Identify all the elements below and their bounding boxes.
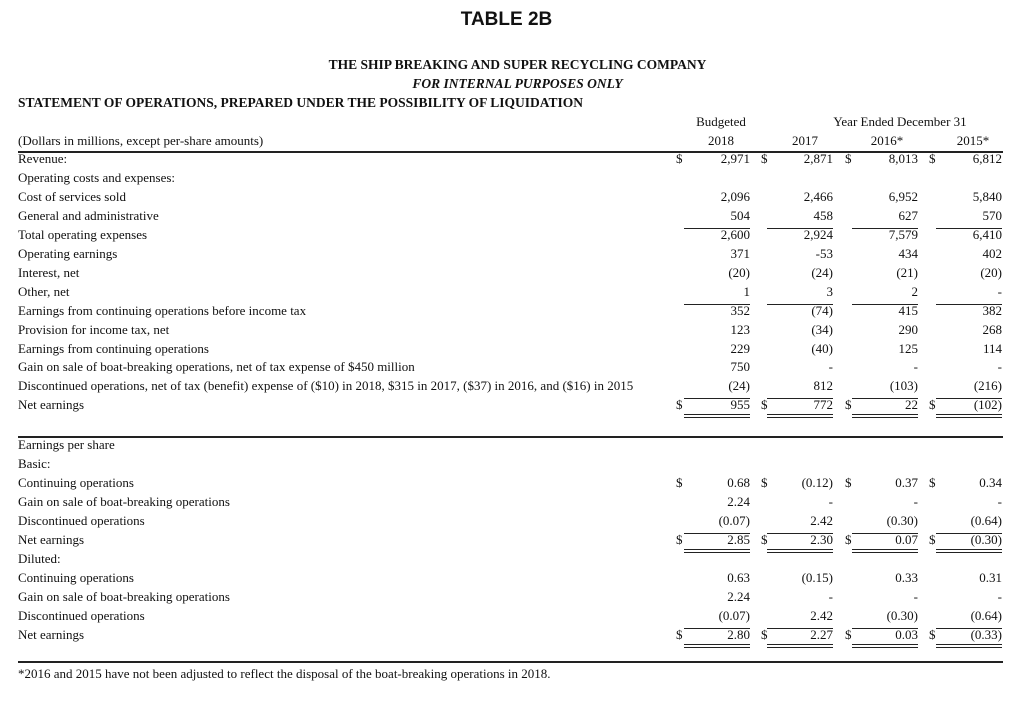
row-label: Net earnings bbox=[18, 531, 85, 547]
row-value: 2.85 bbox=[727, 531, 750, 547]
dollar-sign: $ bbox=[845, 626, 852, 642]
row-value: 812 bbox=[813, 378, 833, 394]
column-header-2017: 2017 bbox=[792, 133, 818, 148]
dollar-sign: $ bbox=[676, 626, 683, 642]
row-value: (74) bbox=[811, 302, 833, 318]
subtotal-rule bbox=[684, 304, 750, 305]
total-double-rule bbox=[936, 414, 1002, 418]
row-value: 504 bbox=[730, 207, 750, 223]
dollar-sign: $ bbox=[929, 531, 936, 547]
row-value: 2,600 bbox=[720, 226, 750, 242]
row-value: (0.33) bbox=[970, 626, 1002, 642]
row-value: (216) bbox=[973, 378, 1002, 394]
subtotal-rule bbox=[684, 398, 750, 399]
row-label: General and administrative bbox=[18, 207, 159, 223]
subtotal-rule bbox=[767, 628, 833, 629]
row-label: Gain on sale of boat-breaking operations bbox=[18, 588, 230, 604]
subtotal-rule bbox=[852, 628, 918, 629]
row-value: - bbox=[997, 359, 1002, 375]
row-value: (24) bbox=[811, 264, 833, 280]
subtotal-rule bbox=[684, 228, 750, 229]
row-value: (24) bbox=[728, 378, 750, 394]
row-label: Continuing operations bbox=[18, 569, 134, 585]
dollar-sign: $ bbox=[676, 151, 683, 166]
row-value: - bbox=[997, 493, 1002, 509]
dollar-sign: $ bbox=[676, 397, 683, 413]
column-header-2016: 2016* bbox=[870, 133, 904, 148]
row-value: 371 bbox=[730, 245, 750, 261]
total-double-rule bbox=[767, 644, 833, 648]
row-value: (20) bbox=[980, 264, 1002, 280]
row-value: 0.31 bbox=[979, 569, 1002, 585]
subtotal-rule bbox=[767, 228, 833, 229]
dollar-sign: $ bbox=[761, 626, 768, 642]
row-value: 2.24 bbox=[727, 588, 750, 604]
total-double-rule bbox=[852, 549, 918, 553]
units-note: (Dollars in millions, except per-share amounts) bbox=[18, 133, 264, 148]
total-double-rule bbox=[767, 414, 833, 418]
row-value: 2.30 bbox=[810, 531, 833, 547]
row-value: 3 bbox=[826, 283, 833, 299]
footnote-rule bbox=[18, 661, 1003, 663]
row-value: 627 bbox=[898, 207, 918, 223]
row-value: - bbox=[997, 588, 1002, 604]
dollar-sign: $ bbox=[676, 474, 683, 490]
dollar-sign: $ bbox=[761, 151, 768, 166]
row-value: 2.27 bbox=[810, 626, 833, 642]
dollar-sign: $ bbox=[929, 151, 936, 166]
row-label: Cost of services sold bbox=[18, 188, 126, 204]
row-label: Provision for income tax, net bbox=[18, 321, 170, 337]
dollar-sign: $ bbox=[929, 626, 936, 642]
total-double-rule bbox=[684, 414, 750, 418]
subtotal-rule bbox=[684, 533, 750, 534]
row-value: 114 bbox=[982, 340, 1002, 356]
row-value: 8,013 bbox=[888, 151, 918, 166]
row-label: Earnings per share bbox=[18, 437, 115, 452]
subtotal-rule bbox=[852, 533, 918, 534]
column-header-2015: 2015* bbox=[956, 133, 990, 148]
year-ended-header: Year Ended December 31 bbox=[833, 114, 967, 129]
footnote: *2016 and 2015 have not been adjusted to reflect the disposal of the boat-breaking operations in 2018. bbox=[18, 666, 551, 681]
row-value: 570 bbox=[982, 207, 1002, 223]
row-value: 290 bbox=[898, 321, 918, 337]
row-value: 352 bbox=[730, 302, 750, 318]
row-value: 2,924 bbox=[803, 226, 833, 242]
row-value: 5,840 bbox=[972, 188, 1002, 204]
row-value: - bbox=[828, 359, 833, 375]
row-value: 6,812 bbox=[972, 151, 1002, 166]
dollar-sign: $ bbox=[929, 474, 936, 490]
row-value: - bbox=[913, 588, 918, 604]
row-value: 2,466 bbox=[803, 188, 833, 204]
row-value: 7,579 bbox=[888, 226, 918, 242]
row-label: Other, net bbox=[18, 283, 70, 299]
internal-note: FOR INTERNAL PURPOSES ONLY bbox=[412, 76, 623, 91]
row-label: Total operating expenses bbox=[18, 226, 148, 242]
row-value: 2.42 bbox=[810, 607, 833, 623]
total-double-rule bbox=[852, 644, 918, 648]
row-value: (20) bbox=[728, 264, 750, 280]
row-label: Interest, net bbox=[18, 264, 80, 280]
subtotal-rule bbox=[936, 398, 1002, 399]
eps-section-rule bbox=[18, 436, 1003, 438]
dollar-sign: $ bbox=[761, 531, 768, 547]
row-label: Revenue: bbox=[18, 151, 68, 166]
subtotal-rule bbox=[936, 228, 1002, 229]
row-value: (0.30) bbox=[886, 512, 918, 528]
row-label: Gain on sale of boat-breaking operations bbox=[18, 493, 230, 509]
row-value: 2 bbox=[911, 283, 918, 299]
row-value: (0.30) bbox=[970, 531, 1002, 547]
row-label: Operating costs and expenses: bbox=[18, 169, 176, 185]
row-value: (0.15) bbox=[801, 569, 833, 585]
row-value: (0.30) bbox=[886, 607, 918, 623]
row-value: (21) bbox=[896, 264, 918, 280]
row-label: Net earnings bbox=[18, 626, 85, 642]
dollar-sign: $ bbox=[761, 397, 768, 413]
row-value: (103) bbox=[889, 378, 918, 394]
row-value: (0.64) bbox=[970, 607, 1002, 623]
row-value: 750 bbox=[730, 359, 750, 375]
row-value: - bbox=[913, 359, 918, 375]
row-label: Operating earnings bbox=[18, 245, 118, 261]
row-label: Discontinued operations, net of tax (benefit) expense of ($10) in 2018, $315 in 2017, ($37) in 2016, and ($16) in 2015 bbox=[18, 378, 634, 394]
row-value: 0.03 bbox=[895, 626, 918, 642]
row-label: Gain on sale of boat-breaking operations, net of tax expense of $450 million bbox=[18, 359, 415, 375]
row-value: 123 bbox=[730, 321, 750, 337]
row-value: - bbox=[913, 493, 918, 509]
row-value: 2,871 bbox=[803, 151, 833, 166]
budgeted-header: Budgeted bbox=[696, 114, 746, 129]
row-label: Earnings from continuing operations before income tax bbox=[18, 302, 307, 318]
dollar-sign: $ bbox=[845, 531, 852, 547]
row-value: (102) bbox=[973, 397, 1002, 413]
dollar-sign: $ bbox=[761, 474, 768, 490]
row-label: Diluted: bbox=[18, 550, 61, 566]
row-value: 458 bbox=[813, 207, 833, 223]
row-value: 22 bbox=[905, 397, 918, 413]
row-value: 125 bbox=[898, 340, 918, 356]
dollar-sign: $ bbox=[845, 151, 852, 166]
row-value: 6,952 bbox=[888, 188, 918, 204]
subtotal-rule bbox=[767, 304, 833, 305]
column-header-2018: 2018 bbox=[708, 133, 734, 148]
subtotal-rule bbox=[684, 628, 750, 629]
row-value: (0.12) bbox=[801, 474, 833, 490]
total-double-rule bbox=[936, 644, 1002, 648]
subtotal-rule bbox=[767, 398, 833, 399]
row-value: 415 bbox=[898, 302, 918, 318]
row-label: Discontinued operations bbox=[18, 512, 145, 528]
row-label: Earnings from continuing operations bbox=[18, 340, 209, 356]
row-value: (0.64) bbox=[970, 512, 1002, 528]
company-name: THE SHIP BREAKING AND SUPER RECYCLING COMPANY bbox=[328, 57, 707, 72]
total-double-rule bbox=[684, 644, 750, 648]
row-value: 2,096 bbox=[720, 188, 750, 204]
row-value: 434 bbox=[898, 245, 918, 261]
subtotal-rule bbox=[852, 304, 918, 305]
subtotal-rule bbox=[936, 628, 1002, 629]
total-double-rule bbox=[936, 549, 1002, 553]
row-value: 2.80 bbox=[727, 626, 750, 642]
subtotal-rule bbox=[936, 304, 1002, 305]
dollar-sign: $ bbox=[929, 397, 936, 413]
row-value: 2.42 bbox=[810, 512, 833, 528]
row-value: - bbox=[828, 493, 833, 509]
row-value: 0.63 bbox=[727, 569, 750, 585]
row-value: 0.34 bbox=[979, 474, 1002, 490]
row-value: 1 bbox=[743, 283, 750, 299]
row-value: 0.07 bbox=[895, 531, 918, 547]
subtotal-rule bbox=[852, 398, 918, 399]
row-label: Basic: bbox=[18, 455, 51, 471]
row-value: 0.68 bbox=[727, 474, 750, 490]
row-value: - bbox=[828, 588, 833, 604]
row-label: Continuing operations bbox=[18, 474, 134, 490]
row-value: 955 bbox=[730, 397, 750, 413]
statement-title: STATEMENT OF OPERATIONS, PREPARED UNDER THE POSSIBILITY OF LIQUIDATION bbox=[18, 95, 583, 110]
row-value: - bbox=[997, 283, 1002, 299]
row-value: 2.24 bbox=[727, 493, 750, 509]
total-double-rule bbox=[767, 549, 833, 553]
row-value: 268 bbox=[982, 321, 1002, 337]
total-double-rule bbox=[852, 414, 918, 418]
row-value: 0.33 bbox=[895, 569, 918, 585]
total-double-rule bbox=[684, 549, 750, 553]
dollar-sign: $ bbox=[676, 531, 683, 547]
subtotal-rule bbox=[767, 533, 833, 534]
row-label: Discontinued operations bbox=[18, 607, 145, 623]
row-value: (0.07) bbox=[718, 512, 750, 528]
dollar-sign: $ bbox=[845, 474, 852, 490]
row-value: (0.07) bbox=[718, 607, 750, 623]
row-value: 229 bbox=[730, 340, 750, 356]
dollar-sign: $ bbox=[845, 397, 852, 413]
row-value: 382 bbox=[982, 302, 1002, 318]
row-label: Net earnings bbox=[18, 397, 85, 413]
table-title: TABLE 2B bbox=[460, 9, 553, 30]
row-value: (34) bbox=[811, 321, 833, 337]
row-value: -53 bbox=[815, 245, 833, 261]
row-value: 772 bbox=[813, 397, 833, 413]
subtotal-rule bbox=[852, 228, 918, 229]
subtotal-rule bbox=[936, 533, 1002, 534]
row-value: 6,410 bbox=[972, 226, 1002, 242]
row-value: (40) bbox=[811, 340, 833, 356]
row-value: 402 bbox=[982, 245, 1002, 261]
row-value: 2,971 bbox=[720, 151, 750, 166]
row-value: 0.37 bbox=[895, 474, 918, 490]
